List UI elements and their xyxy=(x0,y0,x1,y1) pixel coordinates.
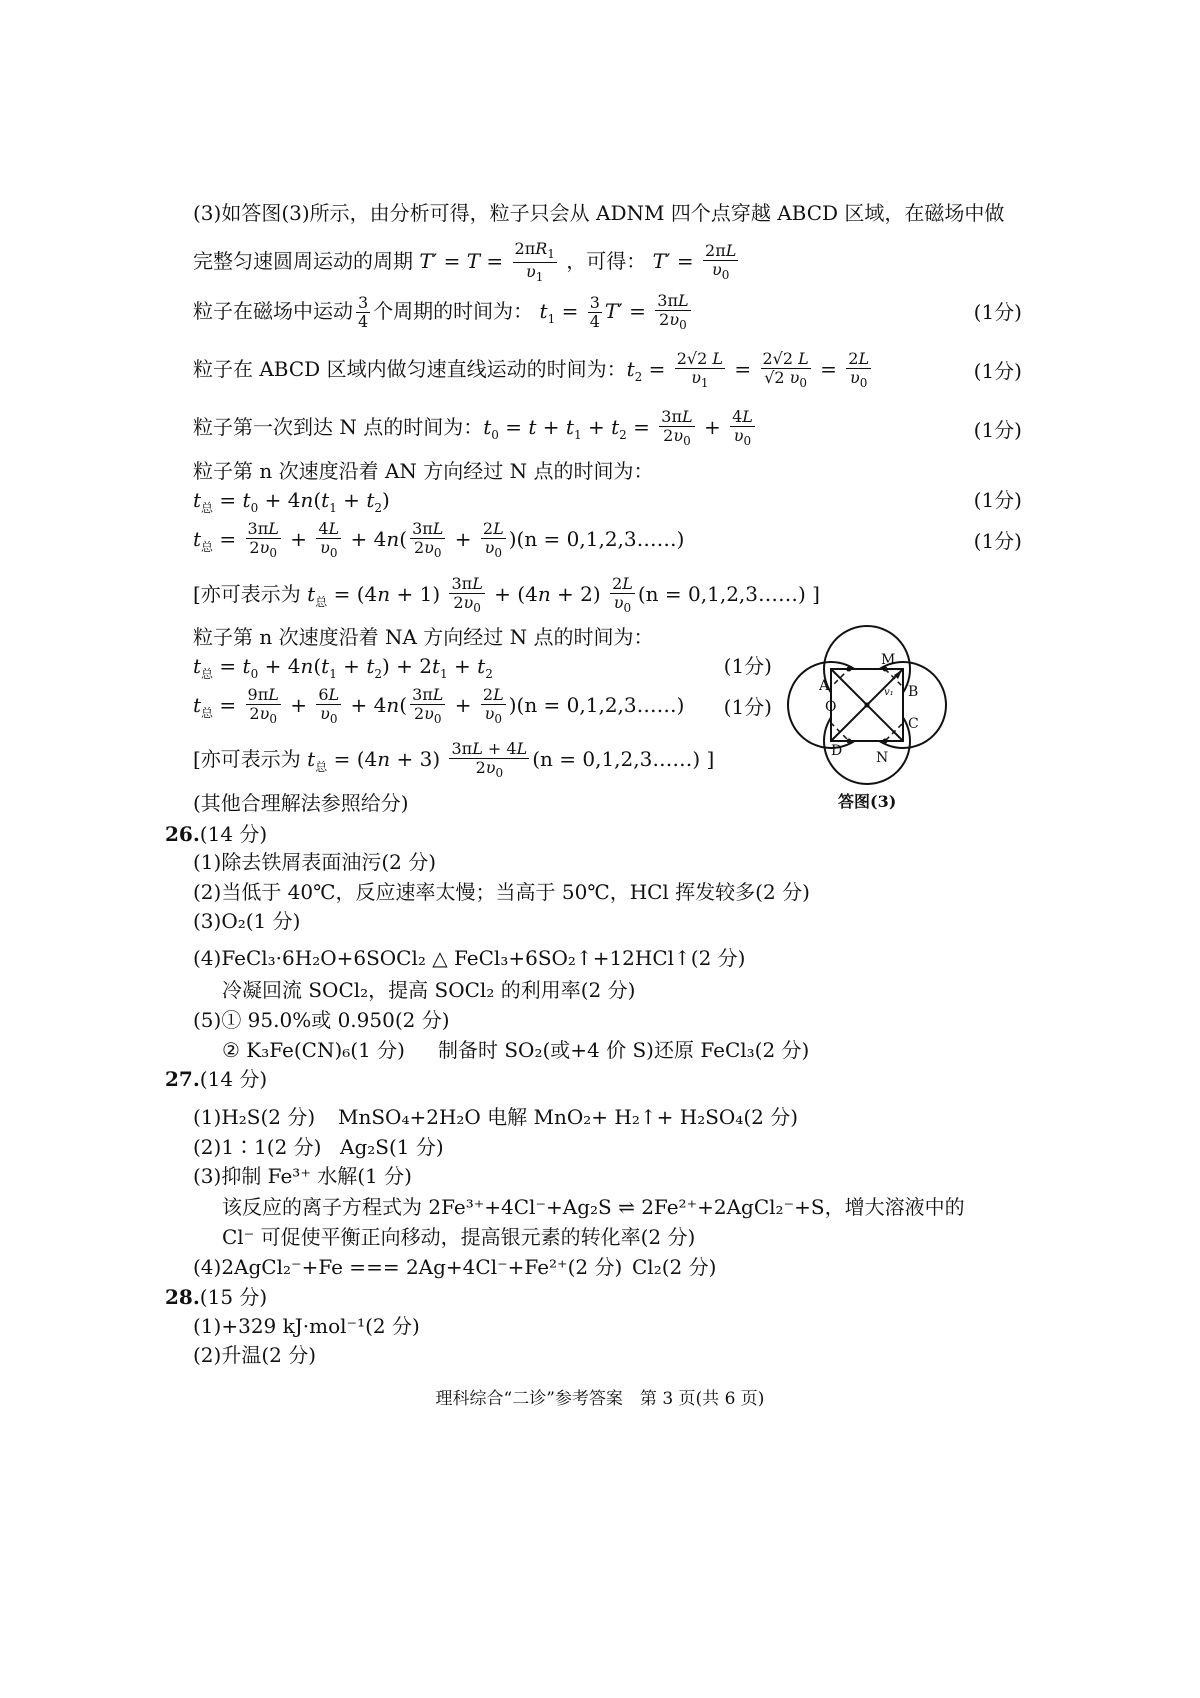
q27-s2: (2)1∶1(2 分) xyxy=(193,1135,322,1159)
p25-t2-score: (1分) xyxy=(973,359,1022,383)
label-n: N xyxy=(876,750,889,766)
p25-na-heading: 粒子第 n 次速度沿着 NA 方向经过 N 点的时间为： xyxy=(193,625,654,649)
p25-t1-score: (1分) xyxy=(973,300,1022,324)
p25-na-eq2-score: (1分) xyxy=(723,695,772,719)
q26-s2: (2)当低于 40℃，反应速率太慢；当高于 50℃，HCl 挥发较多(2 分) xyxy=(193,880,810,904)
figure-caption: 答图(3) xyxy=(838,792,897,811)
p25-an-eq1-score: (1分) xyxy=(973,488,1022,512)
p25-an-eq1: $t_总 = t_0 + 4n(t_1 + t_2)$ xyxy=(193,488,390,515)
q27-s1: (1)H₂S(2 分) xyxy=(193,1105,316,1129)
label-a: A xyxy=(819,678,830,694)
p25-intro-line1: (3)如答图(3)所示，由分析可得，粒子只会从 ADNM 四个点穿越 ABCD 区域，在磁场中做 xyxy=(193,201,1005,225)
p25-intro-line2: 完整匀速圆周运动的周期 T′ = T = $\frac{2\pi R_1}{\upsilon_1}$ ，可得： T′ = $\frac{2\pi L}{\upsilon_0}$ xyxy=(193,239,737,285)
q26-s5a: (5)① 95.0%或 0.950(2 分) xyxy=(193,1008,450,1032)
page-footer: 理科综合“二诊”参考答案 第 3 页(共 6 页) xyxy=(435,1389,765,1409)
q27-s1b: MnSO₄+2H₂O 电解 MnO₂+ H₂↑+ H₂SO₄(2 分) xyxy=(338,1105,799,1129)
q27-s4b: Cl₂(2 分) xyxy=(632,1255,717,1279)
q27-s2b: Ag₂S(1 分) xyxy=(340,1135,444,1159)
label-d: D xyxy=(831,743,843,759)
q27-s3b: 该反应的离子方程式为 2Fe³⁺+4Cl⁻+Ag₂S ⇌ 2Fe²⁺+2AgCl₂⁻+S，增大溶液中的 xyxy=(222,1195,965,1219)
q26-s3: (3)O₂(1 分) xyxy=(193,909,301,933)
q27-s3: (3)抑制 Fe³⁺ 水解(1 分) xyxy=(193,1164,412,1188)
label-b: B xyxy=(908,684,919,700)
p25-note: (其他合理解法参照给分) xyxy=(193,791,409,815)
figure-3-diagram xyxy=(784,622,950,788)
p25-na-eq2: $t_总$ = $\frac{9\pi L}{2\upsilon_0}$ + $\frac{6L}{\upsilon_0}$ + 4n( $\frac{3\pi L}{2\upsilon_0}$ + $\frac{2L}{\upsilon_0}$ )(n = 0,1,2,3……) xyxy=(193,685,685,727)
p25-an-heading: 粒子第 n 次速度沿着 AN 方向经过 N 点的时间为： xyxy=(193,459,654,483)
p25-na-alt: [亦可表示为 $t_总 = (4n + 3)$ $\frac{3\pi L + 4L}{2\upsilon_0}$ (n = 0,1,2,3……) ] xyxy=(193,739,715,781)
p25-na-eq1-score: (1分) xyxy=(723,654,772,678)
q27-s4: (4)2AgCl₂⁻+Fe === 2Ag+4Cl⁻+Fe²⁺(2 分) xyxy=(193,1255,623,1279)
q27-s3c: Cl⁻ 可促使平衡正向移动，提高银元素的转化率(2 分) xyxy=(222,1225,696,1249)
q26-s5b: ② K₃Fe(CN)₆(1 分) xyxy=(222,1038,405,1062)
q26-header: 26.(14 分) xyxy=(165,822,268,846)
q26-s1: (1)除去铁屑表面油污(2 分) xyxy=(193,850,437,874)
p25-an-eq2: $t_总$ = $\frac{3\pi L}{2\upsilon_0}$ + $\frac{4L}{\upsilon_0}$ + 4n( $\frac{3\pi L}{2\upsilon_0}$ + $\frac{2L}{\upsilon_0}$ )(n = 0,1,2,3……) xyxy=(193,519,685,561)
q26-s4b: 冷凝回流 SOCl₂，提高 SOCl₂ 的利用率(2 分) xyxy=(222,978,636,1002)
label-v1: v₁ xyxy=(884,687,894,698)
q28-s2: (2)升温(2 分) xyxy=(193,1343,317,1367)
label-o: O xyxy=(825,699,837,715)
q27-header: 27.(14 分) xyxy=(165,1067,268,1091)
label-m: M xyxy=(881,652,896,668)
q28-s1: (1)+329 kJ·mol⁻¹(2 分) xyxy=(193,1314,420,1338)
p25-an-alt: [亦可表示为 $t_总 = (4n + 1)$ $\frac{3\pi L}{2\upsilon_0}$ + (4n + 2) $\frac{2L}{\upsilon_0}$ (n = 0,1,2,3……) ] xyxy=(193,574,820,616)
p25-t0-line: 粒子第一次到达 N 点的时间为：$t_0 = t + t_1 + t_2$ = $\frac{3\pi L}{2\upsilon_0}$ + $\frac{4L}{\upsilon_0}$ xyxy=(193,407,753,449)
p25-t2-line: 粒子在 ABCD 区域内做匀速直线运动的时间为：$t_2$ = $\frac{2√2 L}{\upsilon_1}$ = $\frac{2√2 L}{√2 \upsilon_0}$ = $\frac{2L}{\upsilon_0}$ xyxy=(193,349,870,391)
q26-s5c: 制备时 SO₂(或+4 价 S)还原 FeCl₃(2 分) xyxy=(438,1038,810,1062)
p25-t1-line: 粒子在磁场中运动 $\frac{3}{4}$ 个周期的时间为： $t_1$ = $\frac{3}{4}$ T′ = $\frac{3\pi L}{2\upsilon_0}$ xyxy=(193,291,689,333)
p25-an-eq2-score: (1分) xyxy=(973,529,1022,553)
q28-header: 28.(15 分) xyxy=(165,1285,268,1309)
p25-na-eq1: $t_总 = t_0 + 4n(t_1 + t_2) + 2t_1 + t_2$ xyxy=(193,654,493,681)
q26-s4: (4)FeCl₃·6H₂O+6SOCl₂ △ FeCl₃+6SO₂↑+12HCl↑(2 分) xyxy=(193,946,746,970)
p25-t0-score: (1分) xyxy=(973,418,1022,442)
label-c: C xyxy=(908,716,919,732)
